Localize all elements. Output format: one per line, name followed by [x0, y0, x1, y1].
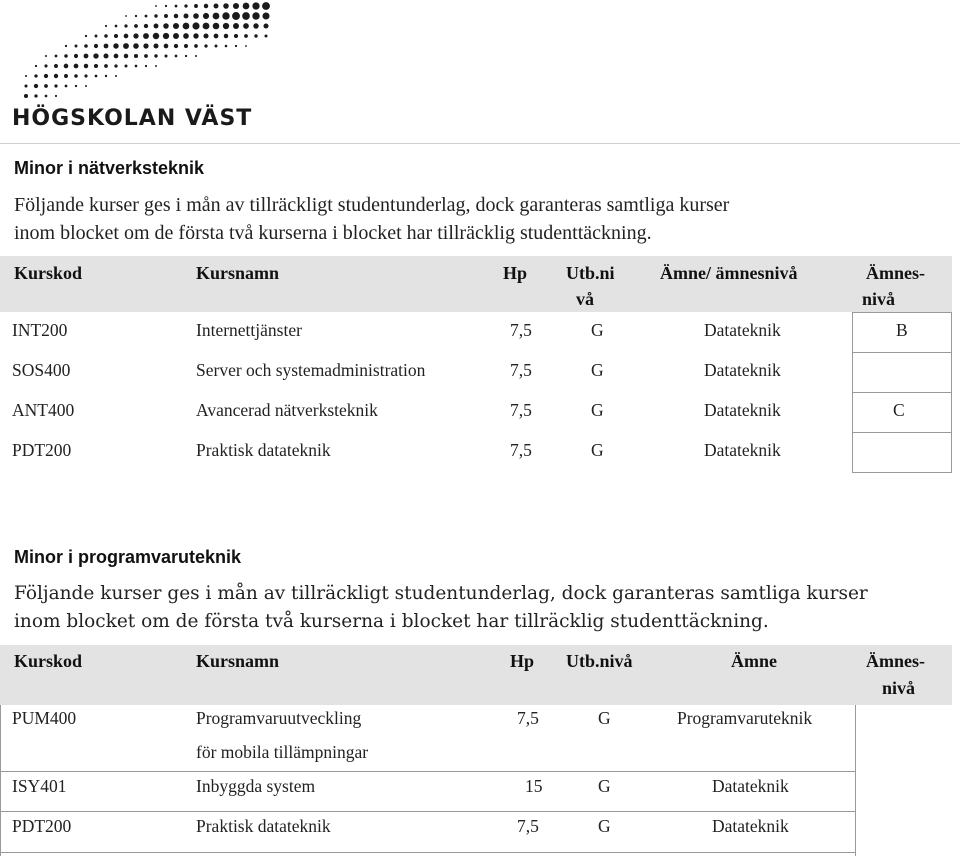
- row-subject: Datateknik: [704, 320, 781, 340]
- logo-dot: [34, 84, 38, 88]
- logo-dot: [115, 25, 118, 28]
- row-code: ISY401: [12, 776, 67, 796]
- logo-dot: [203, 33, 208, 38]
- logo-dot: [94, 44, 98, 48]
- row-name-cont: för mobila tillämpningar: [196, 742, 369, 762]
- header-subject-level-cont: nivå: [862, 289, 896, 309]
- logo-dot: [193, 13, 199, 19]
- logo-dot: [124, 24, 127, 27]
- logo-dot: [64, 64, 69, 69]
- logo-dot: [194, 44, 198, 48]
- row-credits: 7,5: [510, 320, 532, 340]
- logo-dot: [244, 34, 248, 38]
- logo-dot: [183, 23, 190, 30]
- logo-dot: [233, 3, 239, 9]
- table-header: [0, 645, 952, 705]
- logo-dot: [145, 65, 147, 67]
- logo-dot: [184, 44, 188, 48]
- logo-dot: [25, 75, 27, 77]
- logo-dot: [223, 3, 229, 9]
- logo-dot: [213, 23, 220, 30]
- row-level: G: [598, 816, 611, 836]
- logo-dot: [24, 84, 27, 87]
- logo-dot: [95, 35, 98, 38]
- table-border: [0, 705, 1, 856]
- logo-dot: [54, 74, 58, 78]
- logo-dot: [105, 75, 107, 77]
- row-level: G: [591, 400, 604, 420]
- logo-dot: [164, 54, 167, 57]
- row-credits: 7,5: [517, 816, 539, 836]
- logo-dot: [153, 33, 159, 39]
- logo-dot: [44, 74, 48, 78]
- logo-dot: [204, 4, 208, 8]
- logo-dot: [144, 54, 148, 58]
- logo-dot: [113, 43, 118, 48]
- row-code: PUM400: [12, 708, 77, 728]
- logo-dot: [183, 13, 188, 18]
- header-course-code: Kurskod: [14, 263, 83, 283]
- row-name: Programvaruutveckling: [196, 708, 362, 728]
- logo-dot: [183, 33, 189, 39]
- logo-dot: [154, 54, 157, 57]
- logo-dot: [123, 43, 129, 49]
- row-level: G: [591, 320, 604, 340]
- logo-dot: [54, 64, 58, 68]
- logo-dot: [95, 75, 98, 78]
- logo-dot: [263, 23, 268, 28]
- logo-dot: [54, 84, 57, 87]
- row-subject: Datateknik: [712, 816, 789, 836]
- row-subject: Datateknik: [712, 776, 789, 796]
- header-level-cont: vå: [576, 289, 594, 309]
- logo-dot: [175, 5, 178, 8]
- logo-dot: [252, 2, 259, 9]
- logo-dot: [245, 45, 247, 47]
- logo-dot: [85, 85, 87, 87]
- logo-dot: [75, 45, 78, 48]
- row-credits: 7,5: [510, 360, 532, 380]
- logo-dot: [45, 95, 48, 98]
- header-course-name: Kursnamn: [196, 651, 280, 671]
- logo-dot: [213, 13, 220, 20]
- logo-dot: [85, 35, 87, 37]
- logo-dot-pattern-icon: [10, 0, 272, 110]
- row-subject: Programvaruteknik: [677, 708, 813, 728]
- logo-dot: [105, 25, 107, 27]
- logo-dot: [225, 45, 228, 48]
- logo-dot: [34, 94, 37, 97]
- logo-dot: [234, 34, 238, 38]
- row-code: ANT400: [12, 400, 75, 420]
- logo-wordmark: HÖGSKOLAN VÄST: [12, 106, 253, 131]
- logo-dot: [133, 43, 139, 49]
- header-credits: Hp: [510, 651, 535, 671]
- logo-dot: [242, 12, 250, 20]
- row-subject-level: C: [893, 400, 905, 420]
- row-level: G: [591, 360, 604, 380]
- logo-dot: [65, 45, 67, 47]
- logo-dot: [235, 45, 237, 47]
- logo-dot: [133, 33, 138, 38]
- logo-dot: [134, 24, 138, 28]
- logo-dot: [173, 33, 179, 39]
- logo-dot: [94, 64, 98, 68]
- logo-dot: [154, 24, 159, 29]
- header-subject: Ämne: [731, 651, 777, 671]
- cell-border: [951, 312, 952, 472]
- header-subject-level-cont: nivå: [882, 678, 916, 698]
- header-subject-level: Ämnes-: [866, 651, 925, 671]
- row-subject: Datateknik: [704, 440, 781, 460]
- logo-dot: [103, 53, 108, 58]
- logo-dot: [203, 23, 210, 30]
- logo-dot: [144, 24, 148, 28]
- logo-dot: [125, 15, 127, 17]
- row-code: INT200: [12, 320, 68, 340]
- logo-dot: [44, 64, 47, 67]
- table-border: [0, 811, 856, 812]
- row-name: Inbyggda system: [196, 776, 316, 796]
- logo-dot: [74, 64, 79, 69]
- logo-dot: [143, 43, 148, 48]
- row-name: Server och systemadministration: [196, 360, 426, 380]
- logo-dot: [264, 34, 267, 37]
- logo-dot: [175, 55, 178, 58]
- row-name: Praktisk datateknik: [196, 440, 331, 460]
- table-header: [0, 256, 952, 312]
- logo-dot: [134, 54, 138, 58]
- section-title-software: Minor i programvaruteknik: [14, 547, 242, 567]
- logo-dot: [185, 55, 187, 57]
- logo-dot: [135, 15, 137, 17]
- logo-dot: [74, 74, 78, 78]
- logo-dot: [84, 44, 88, 48]
- logo-dot: [262, 12, 269, 19]
- row-level: G: [598, 708, 611, 728]
- logo-dot: [114, 54, 119, 59]
- section-intro-software: [14, 580, 954, 636]
- header-level: Utb.nivå: [566, 651, 633, 671]
- intro-line: inom blocket om de första två kurserna i blocket har tillräcklig studenttäckning.: [14, 611, 769, 632]
- row-level: G: [591, 440, 604, 460]
- logo-dot: [104, 64, 108, 68]
- logo-dot: [84, 74, 87, 77]
- logo-dot: [34, 74, 37, 77]
- logo-dot: [204, 44, 207, 47]
- table-border: [0, 771, 856, 772]
- logo-dot: [93, 53, 98, 58]
- intro-line: inom blocket om de första två kurserna i blocket har tillräcklig studenttäckning.: [14, 222, 652, 244]
- row-credits: 15: [525, 776, 543, 796]
- logo-dot: [243, 23, 249, 29]
- row-code: PDT200: [12, 440, 72, 460]
- logo-dot: [222, 12, 229, 19]
- logo-dot: [35, 65, 37, 67]
- logo-dot: [174, 14, 178, 18]
- row-credits: 7,5: [517, 708, 539, 728]
- header-divider: [0, 143, 960, 144]
- logo-dot: [243, 3, 250, 10]
- row-subject-level: B: [896, 320, 908, 340]
- logo-dot: [262, 2, 270, 10]
- logo-dot: [114, 34, 118, 38]
- logo-dot: [223, 23, 229, 29]
- logo-dot: [214, 34, 219, 39]
- header-level: Utb.ni: [566, 263, 615, 283]
- logo-dot: [164, 44, 169, 49]
- row-credits: 7,5: [510, 440, 532, 460]
- intro-line: Följande kurser ges i mån av tillräckligt studentunderlag, dock garanteras samtliga kurser: [14, 194, 730, 216]
- section-title-network: Minor i nätverksteknik: [14, 158, 205, 178]
- cell-border: [852, 392, 952, 393]
- logo-dot: [74, 54, 78, 58]
- logo-dot: [64, 74, 68, 78]
- header-course-name: Kursnamn: [196, 263, 280, 283]
- logo-dot: [65, 85, 68, 88]
- logo-dot: [233, 23, 239, 29]
- logo-dot: [145, 15, 148, 18]
- logo-dot: [55, 55, 58, 58]
- logo-dot: [203, 13, 209, 19]
- header-subject: Ämne/ ämnesnivå: [660, 263, 798, 283]
- logo-dot: [254, 34, 257, 37]
- cell-border: [852, 472, 952, 473]
- logo-dot: [193, 33, 198, 38]
- logo-dot: [215, 45, 218, 48]
- logo-dot: [143, 33, 149, 39]
- logo-dot: [45, 55, 47, 57]
- logo-dot: [114, 64, 117, 67]
- logo-dot: [165, 5, 167, 7]
- logo-dot: [224, 34, 228, 38]
- logo-dot: [192, 22, 199, 29]
- row-code: SOS400: [12, 360, 71, 380]
- logo-dot: [124, 54, 128, 58]
- header-course-code: Kurskod: [14, 651, 83, 671]
- row-name: Praktisk datateknik: [196, 816, 331, 836]
- logo-dot: [124, 34, 129, 39]
- logo-dot: [154, 14, 157, 17]
- header-credits: Hp: [503, 263, 528, 283]
- logo-dot: [253, 23, 258, 28]
- logo-dot: [75, 85, 77, 87]
- logo-dot: [64, 54, 67, 57]
- logo-dot: [174, 44, 178, 48]
- logo-dot: [84, 64, 88, 68]
- table-border: [0, 852, 856, 853]
- logo-dot: [135, 65, 138, 68]
- logo-dot: [55, 95, 57, 97]
- section-intro-network: [14, 191, 954, 247]
- logo-dot: [104, 44, 109, 49]
- row-subject: Datateknik: [704, 360, 781, 380]
- logo-dot: [252, 12, 259, 19]
- row-credits: 7,5: [510, 400, 532, 420]
- header-subject-level: Ämnes-: [866, 263, 925, 283]
- table-border: [855, 705, 856, 856]
- logo-dot: [195, 55, 197, 57]
- row-name: Internettjänster: [196, 320, 302, 340]
- logo-dot: [232, 12, 240, 20]
- logo-dot: [44, 84, 48, 88]
- logo-dot: [155, 65, 157, 67]
- logo-dot: [84, 54, 89, 59]
- logo-dot: [104, 34, 107, 37]
- row-level: G: [598, 776, 611, 796]
- logo-dot: [214, 4, 219, 9]
- row-name: Avancerad nätverksteknik: [196, 400, 378, 420]
- cell-border: [852, 312, 853, 472]
- university-logo: [10, 0, 272, 134]
- row-code: PDT200: [12, 816, 72, 836]
- logo-dot: [163, 23, 169, 29]
- logo-dot: [125, 65, 128, 68]
- intro-line: Följande kurser ges i mån av tillräckligt studentunderlag, dock garanteras samtliga kurser: [14, 583, 868, 604]
- logo-dot: [184, 4, 187, 7]
- logo-dot: [173, 23, 179, 29]
- logo-dot: [24, 94, 28, 98]
- cell-border: [852, 352, 952, 353]
- logo-dot: [115, 75, 117, 77]
- cell-border: [852, 432, 952, 433]
- logo-dot: [164, 14, 168, 18]
- logo-dot: [163, 33, 169, 39]
- logo-dot: [155, 5, 157, 7]
- row-subject: Datateknik: [704, 400, 781, 420]
- cell-border: [852, 312, 952, 313]
- logo-dot: [194, 4, 198, 8]
- logo-dot: [154, 44, 159, 49]
